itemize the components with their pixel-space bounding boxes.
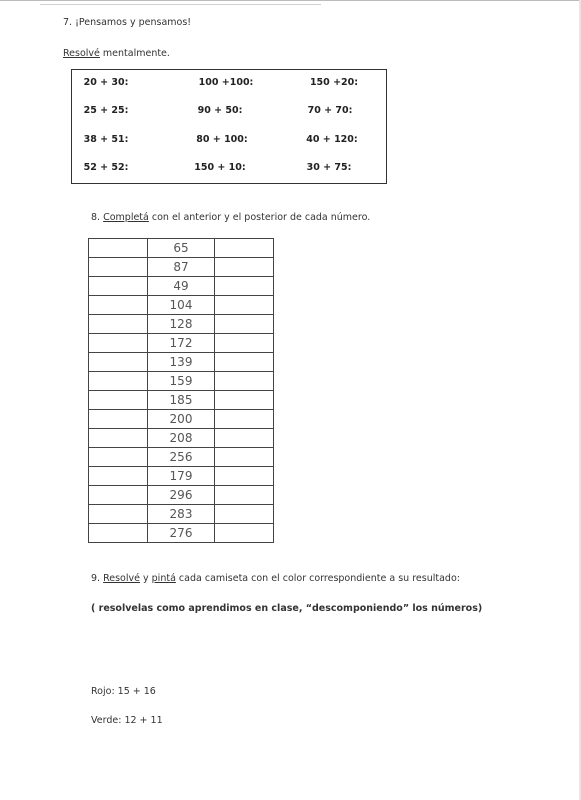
given-number-cell: 179 [148, 467, 215, 486]
previous-number-cell[interactable] [89, 467, 148, 486]
scan-top-edge [0, 0, 581, 7]
given-number-cell: 159 [148, 372, 215, 391]
given-number-cell: 87 [148, 258, 215, 277]
given-number-cell: 185 [148, 391, 215, 410]
predecessor-successor-table [88, 238, 274, 543]
previous-number-cell[interactable] [89, 372, 148, 391]
ex9-instruction [91, 573, 460, 584]
next-number-cell[interactable] [215, 429, 274, 448]
ex7-instruction-verb: Resolvé [63, 48, 100, 59]
given-number-cell: 200 [148, 410, 215, 429]
given-number-cell: 256 [148, 448, 215, 467]
next-number-cell[interactable] [215, 467, 274, 486]
given-number-cell: 296 [148, 486, 215, 505]
sum-item: 70 + 70: [307, 105, 353, 116]
ex9-note: ( resolvelas como aprendimos en clase, “descomponiendo” los números) [91, 603, 483, 614]
next-number-cell[interactable] [215, 448, 274, 467]
given-number-cell: 128 [148, 315, 215, 334]
next-number-cell[interactable] [215, 239, 274, 258]
given-number-cell: 208 [148, 429, 215, 448]
ex9-connector: y [139, 573, 152, 584]
ex8-instruction [91, 212, 370, 223]
previous-number-cell[interactable] [89, 296, 148, 315]
table-row [89, 353, 274, 372]
given-number-cell: 276 [148, 524, 215, 543]
sum-item: 40 + 120: [306, 134, 358, 145]
next-number-cell[interactable] [215, 524, 274, 543]
ex8-instruction-rest: con el anterior y el posterior de cada número. [148, 212, 371, 223]
given-number-cell: 283 [148, 505, 215, 524]
table-row [89, 296, 274, 315]
previous-number-cell[interactable] [89, 258, 148, 277]
sum-item: 150 + 10: [194, 162, 246, 173]
table-row [89, 391, 274, 410]
next-number-cell[interactable] [215, 277, 274, 296]
ex8-number: 8. [91, 212, 104, 223]
previous-number-cell[interactable] [89, 524, 148, 543]
sum-item: 20 + 30: [83, 77, 129, 88]
previous-number-cell[interactable] [89, 486, 148, 505]
mental-sums-box [71, 69, 387, 184]
sum-item: 30 + 75: [306, 162, 352, 173]
ex9-instruction-rest: cada camiseta con el color correspondiente a su resultado: [175, 573, 460, 584]
given-number-cell: 104 [148, 296, 215, 315]
next-number-cell[interactable] [215, 334, 274, 353]
table-row [89, 505, 274, 524]
previous-number-cell[interactable] [89, 315, 148, 334]
previous-number-cell[interactable] [89, 334, 148, 353]
next-number-cell[interactable] [215, 372, 274, 391]
ex9-verb-resolve: Resolvé [103, 573, 140, 584]
table-row [89, 429, 274, 448]
ex9-verb-paint: pintá [151, 573, 176, 584]
previous-number-cell[interactable] [89, 410, 148, 429]
next-number-cell[interactable] [215, 296, 274, 315]
next-number-cell[interactable] [215, 258, 274, 277]
color-rule-green: Verde: 12 + 11 [91, 715, 163, 726]
table-row [89, 334, 274, 353]
table-row [89, 239, 274, 258]
given-number-cell: 139 [148, 353, 215, 372]
table-row [89, 410, 274, 429]
sum-item: 90 + 50: [197, 105, 243, 116]
sum-item: 150 +20: [309, 77, 359, 88]
table-row [89, 467, 274, 486]
given-number-cell: 65 [148, 239, 215, 258]
ex7-heading: 7. ¡Pensamos y pensamos! [63, 17, 192, 28]
sum-item: 38 + 51: [83, 134, 129, 145]
next-number-cell[interactable] [215, 486, 274, 505]
next-number-cell[interactable] [215, 353, 274, 372]
ex7-instruction [63, 48, 170, 59]
table-row [89, 277, 274, 296]
given-number-cell: 49 [148, 277, 215, 296]
table-row [89, 486, 274, 505]
table-row [89, 524, 274, 543]
table-row [89, 258, 274, 277]
ex7-instruction-rest: mentalmente. [99, 48, 170, 59]
next-number-cell[interactable] [215, 315, 274, 334]
sum-item: 25 + 25: [83, 105, 129, 116]
ex9-number: 9. [91, 573, 104, 584]
sum-item: 52 + 52: [83, 162, 129, 173]
sum-item: 100 +100: [198, 77, 254, 88]
previous-number-cell[interactable] [89, 239, 148, 258]
next-number-cell[interactable] [215, 391, 274, 410]
color-rule-red: Rojo: 15 + 16 [91, 686, 156, 697]
previous-number-cell[interactable] [89, 429, 148, 448]
previous-number-cell[interactable] [89, 353, 148, 372]
table-row [89, 372, 274, 391]
previous-number-cell[interactable] [89, 391, 148, 410]
table-row [89, 448, 274, 467]
next-number-cell[interactable] [215, 410, 274, 429]
sum-item: 80 + 100: [196, 134, 248, 145]
previous-number-cell[interactable] [89, 505, 148, 524]
previous-number-cell[interactable] [89, 277, 148, 296]
ex8-instruction-verb: Completá [103, 212, 149, 223]
given-number-cell: 172 [148, 334, 215, 353]
table-row [89, 315, 274, 334]
previous-number-cell[interactable] [89, 448, 148, 467]
next-number-cell[interactable] [215, 505, 274, 524]
